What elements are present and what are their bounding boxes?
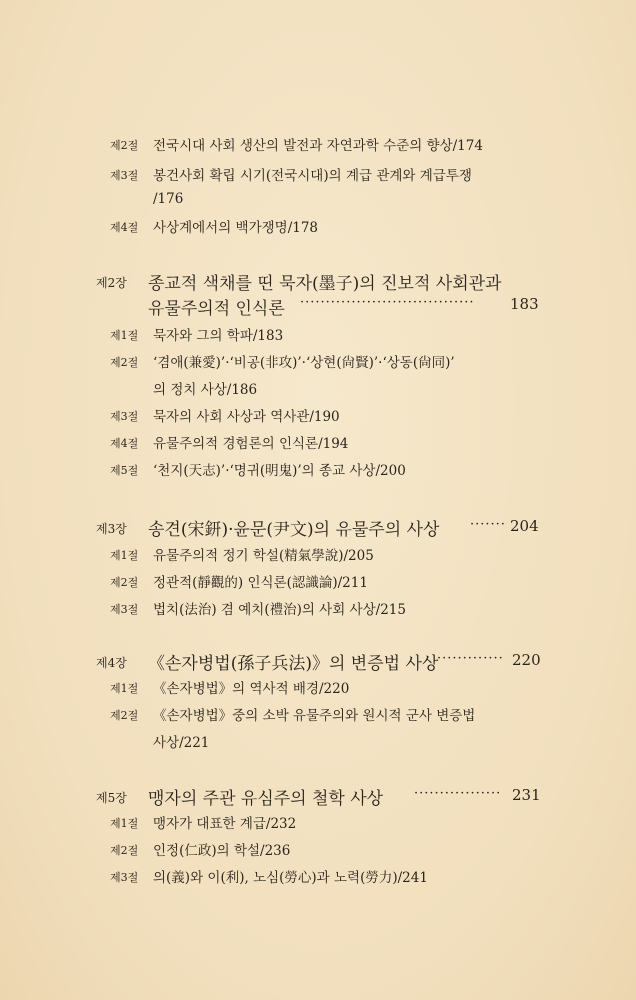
section-title: 인정(仁政)의 학설/236 <box>153 843 291 859</box>
toc-section-row[interactable] <box>0 676 636 700</box>
toc-section-row[interactable] <box>0 458 636 482</box>
section-title-continued: /176 <box>153 191 184 207</box>
section-title: 《손자병법》중의 소박 유물주의와 원시적 군사 변증법 <box>153 708 476 724</box>
section-label: 제1절 <box>110 549 139 562</box>
section-label: 제1절 <box>110 682 139 695</box>
toc-section-row[interactable] <box>0 570 636 594</box>
section-title: 법치(法治) 겸 예치(禮治)의 사회 사상/215 <box>153 602 406 618</box>
section-title: 전국시대 사회 생산의 발전과 자연과학 수준의 향상/174 <box>153 138 483 154</box>
chapter-title: 《손자병법(孫子兵法)》의 변증법 사상 <box>148 654 439 674</box>
toc-section-row[interactable] <box>0 543 636 567</box>
section-label: 제3절 <box>110 871 139 884</box>
toc-chapter-continuation <box>0 293 636 321</box>
toc-chapter-row[interactable] <box>0 648 636 676</box>
leader-dots: ······· <box>470 517 506 532</box>
chapter-title: 종교적 색채를 띤 묵자(墨子)의 진보적 사회관과 <box>148 274 502 294</box>
section-label: 제5절 <box>110 464 139 477</box>
chapter-page-number: 183 <box>510 295 539 313</box>
toc-section-row[interactable] <box>0 865 636 889</box>
toc-section-row[interactable] <box>0 404 636 428</box>
section-label: 제3절 <box>110 410 139 423</box>
chapter-title: 송견(宋鈃)·윤문(尹文)의 유물주의 사상 <box>148 520 440 540</box>
section-title-continued: 사상/221 <box>153 735 210 751</box>
section-title: 유물주의적 정기 학설(精氣學說)/205 <box>153 548 374 564</box>
section-title: 의(義)와 이(利), 노심(勞心)과 노력(勞力)/241 <box>153 870 428 886</box>
toc-section-row[interactable] <box>0 597 636 621</box>
toc-section-continuation <box>0 377 636 401</box>
section-label: 제2절 <box>110 844 139 857</box>
toc-chapter-row[interactable] <box>0 783 636 811</box>
toc-section-row[interactable] <box>0 350 636 374</box>
section-title: ‘천지(天志)’·‘명귀(明鬼)’의 종교 사상/200 <box>153 463 406 479</box>
toc-section-row[interactable] <box>0 133 636 157</box>
section-label: 제1절 <box>110 817 139 830</box>
section-title: 사상계에서의 백가쟁명/178 <box>153 220 319 236</box>
chapter-title-continued: 유물주의적 인식론 <box>148 299 285 319</box>
toc-section-continuation <box>0 190 636 214</box>
toc-section-row[interactable] <box>0 811 636 835</box>
toc-section-row[interactable] <box>0 163 636 187</box>
section-label: 제4절 <box>110 437 139 450</box>
section-label: 제2절 <box>110 139 139 152</box>
chapter-page-number: 220 <box>512 651 541 669</box>
leader-dots: ············· <box>437 651 504 666</box>
section-label: 제2절 <box>110 576 139 589</box>
section-label: 제3절 <box>110 169 139 182</box>
section-title: 묵자와 그의 학파/183 <box>153 328 284 344</box>
section-label: 제2절 <box>110 356 139 369</box>
toc-chapter-row[interactable] <box>0 268 636 296</box>
section-title: 《손자병법》의 역사적 배경/220 <box>153 681 350 697</box>
chapter-label: 제2장 <box>96 276 127 290</box>
chapter-title: 맹자의 주관 유심주의 철학 사상 <box>148 789 384 809</box>
chapter-page-number: 231 <box>512 786 541 804</box>
leader-dots: ················· <box>414 786 502 801</box>
toc-section-row[interactable] <box>0 215 636 239</box>
toc-section-row[interactable] <box>0 838 636 862</box>
toc-section-row[interactable] <box>0 431 636 455</box>
section-title: 맹자가 대표한 계급/232 <box>153 816 297 832</box>
section-title: 유물주의적 경험론의 인식론/194 <box>153 436 349 452</box>
toc-section-row[interactable] <box>0 323 636 347</box>
toc-chapter-row[interactable] <box>0 514 636 542</box>
section-title: 봉건사회 확립 시기(전국시대)의 계급 관계와 계급투쟁 <box>153 168 472 184</box>
section-label: 제2절 <box>110 709 139 722</box>
section-title-continued: 의 정치 사상/186 <box>153 382 258 398</box>
section-title: 정관적(靜觀的) 인식론(認識論)/211 <box>153 575 368 591</box>
leader-dots: ·································· <box>300 295 475 310</box>
toc-section-continuation <box>0 730 636 754</box>
section-title: 묵자의 사회 사상과 역사관/190 <box>153 409 340 425</box>
section-label: 제3절 <box>110 603 139 616</box>
chapter-page-number: 204 <box>510 517 539 535</box>
section-label: 제1절 <box>110 329 139 342</box>
chapter-label: 제5장 <box>96 791 127 805</box>
toc-section-row[interactable] <box>0 703 636 727</box>
chapter-label: 제4장 <box>96 656 127 670</box>
section-label: 제4절 <box>110 221 139 234</box>
chapter-label: 제3장 <box>96 522 127 536</box>
section-title: ‘겸애(兼愛)’·‘비공(非攻)’·‘상현(尙賢)’·‘상동(尙同)’ <box>153 355 455 371</box>
